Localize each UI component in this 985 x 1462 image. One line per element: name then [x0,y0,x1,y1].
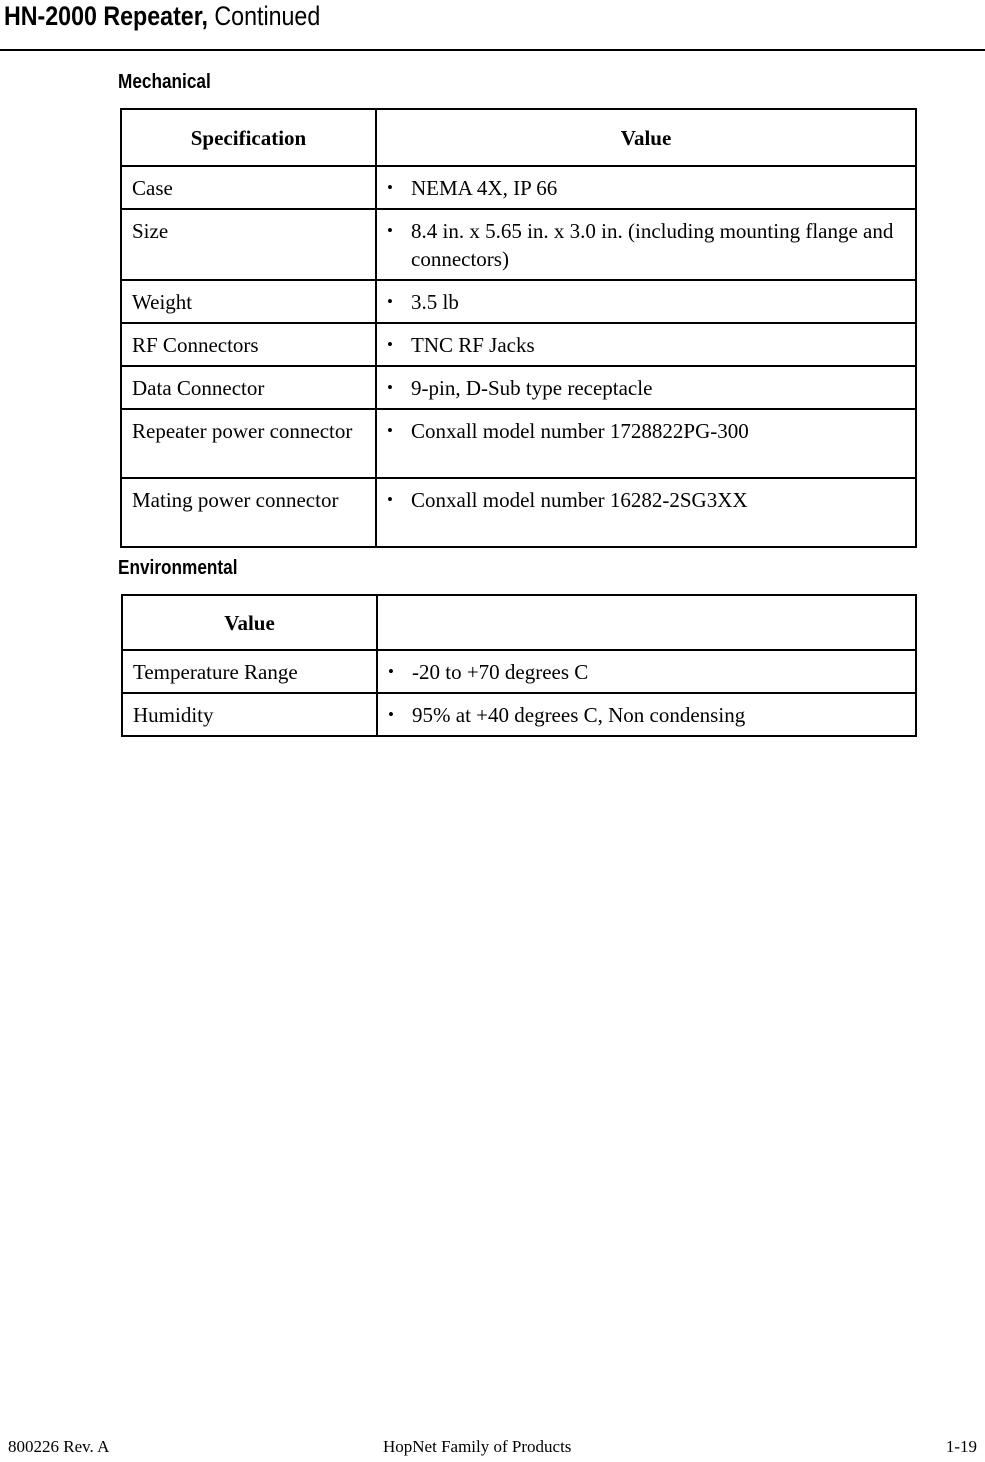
table-row [121,280,916,323]
value-text: Conxall model number 16282-2SG3XX [411,488,748,512]
table-row [121,166,916,209]
value-cell [376,209,916,280]
value-text: Conxall model number 1728822PG-300 [411,419,749,443]
table-row [122,693,916,736]
spec-cell: Mating power connector [121,478,376,547]
page-title [4,0,320,32]
value-cell [377,650,916,693]
bullet-icon: • [387,490,393,509]
footer-page-number: 1-19 [945,1437,977,1456]
value-cell [376,166,916,209]
value-cell [376,366,916,409]
table-row [121,478,916,547]
bullet-icon: • [388,662,394,681]
value-cell [376,409,916,478]
value-text: 8.4 in. x 5.65 in. x 3.0 in. (including mounting flange and connectors) [411,219,894,271]
bullet-icon: • [387,221,393,240]
table-row [121,366,916,409]
value-text: 95% at +40 degrees C, Non condensing [412,703,746,727]
title-divider [0,49,985,51]
environmental-heading: Environmental [118,557,238,579]
page-title-bold: HN-2000 Repeater, [4,1,208,31]
value-text: 9-pin, D-Sub type receptacle [411,376,653,400]
table-row [122,650,916,693]
column-header-empty [377,595,916,650]
value-cell [376,323,916,366]
value-text: 3.5 lb [411,290,459,314]
spec-cell: Size [121,209,376,280]
mechanical-heading: Mechanical [118,71,211,93]
table-header-row [122,595,916,650]
environmental-table [121,594,917,737]
spec-cell: Repeater power connector [121,409,376,478]
column-header-value: Value [122,595,377,650]
value-text: TNC RF Jacks [411,333,535,357]
bullet-icon: • [387,421,393,440]
table-row [121,323,916,366]
column-header-specification: Specification [121,109,376,166]
bullet-icon: • [388,705,394,724]
spec-cell: Case [121,166,376,209]
bullet-icon: • [387,178,393,197]
column-header-value: Value [376,109,916,166]
value-cell [377,693,916,736]
spec-cell: RF Connectors [121,323,376,366]
spec-cell: Humidity [122,693,377,736]
footer-doc-number: 800226 Rev. A [8,1437,110,1456]
mechanical-table [120,108,917,548]
value-cell [376,478,916,547]
bullet-icon: • [387,378,393,397]
value-text: NEMA 4X, IP 66 [411,176,558,200]
page-title-continued: Continued [214,1,321,31]
table-row [121,209,916,280]
spec-cell: Temperature Range [122,650,377,693]
table-header-row [121,109,916,166]
table-row [121,409,916,478]
spec-cell: Data Connector [121,366,376,409]
spec-cell: Weight [121,280,376,323]
bullet-icon: • [387,292,393,311]
footer-product-family: HopNet Family of Products [383,1437,572,1456]
value-cell [376,280,916,323]
bullet-icon: • [387,335,393,354]
value-text: -20 to +70 degrees C [412,660,589,684]
